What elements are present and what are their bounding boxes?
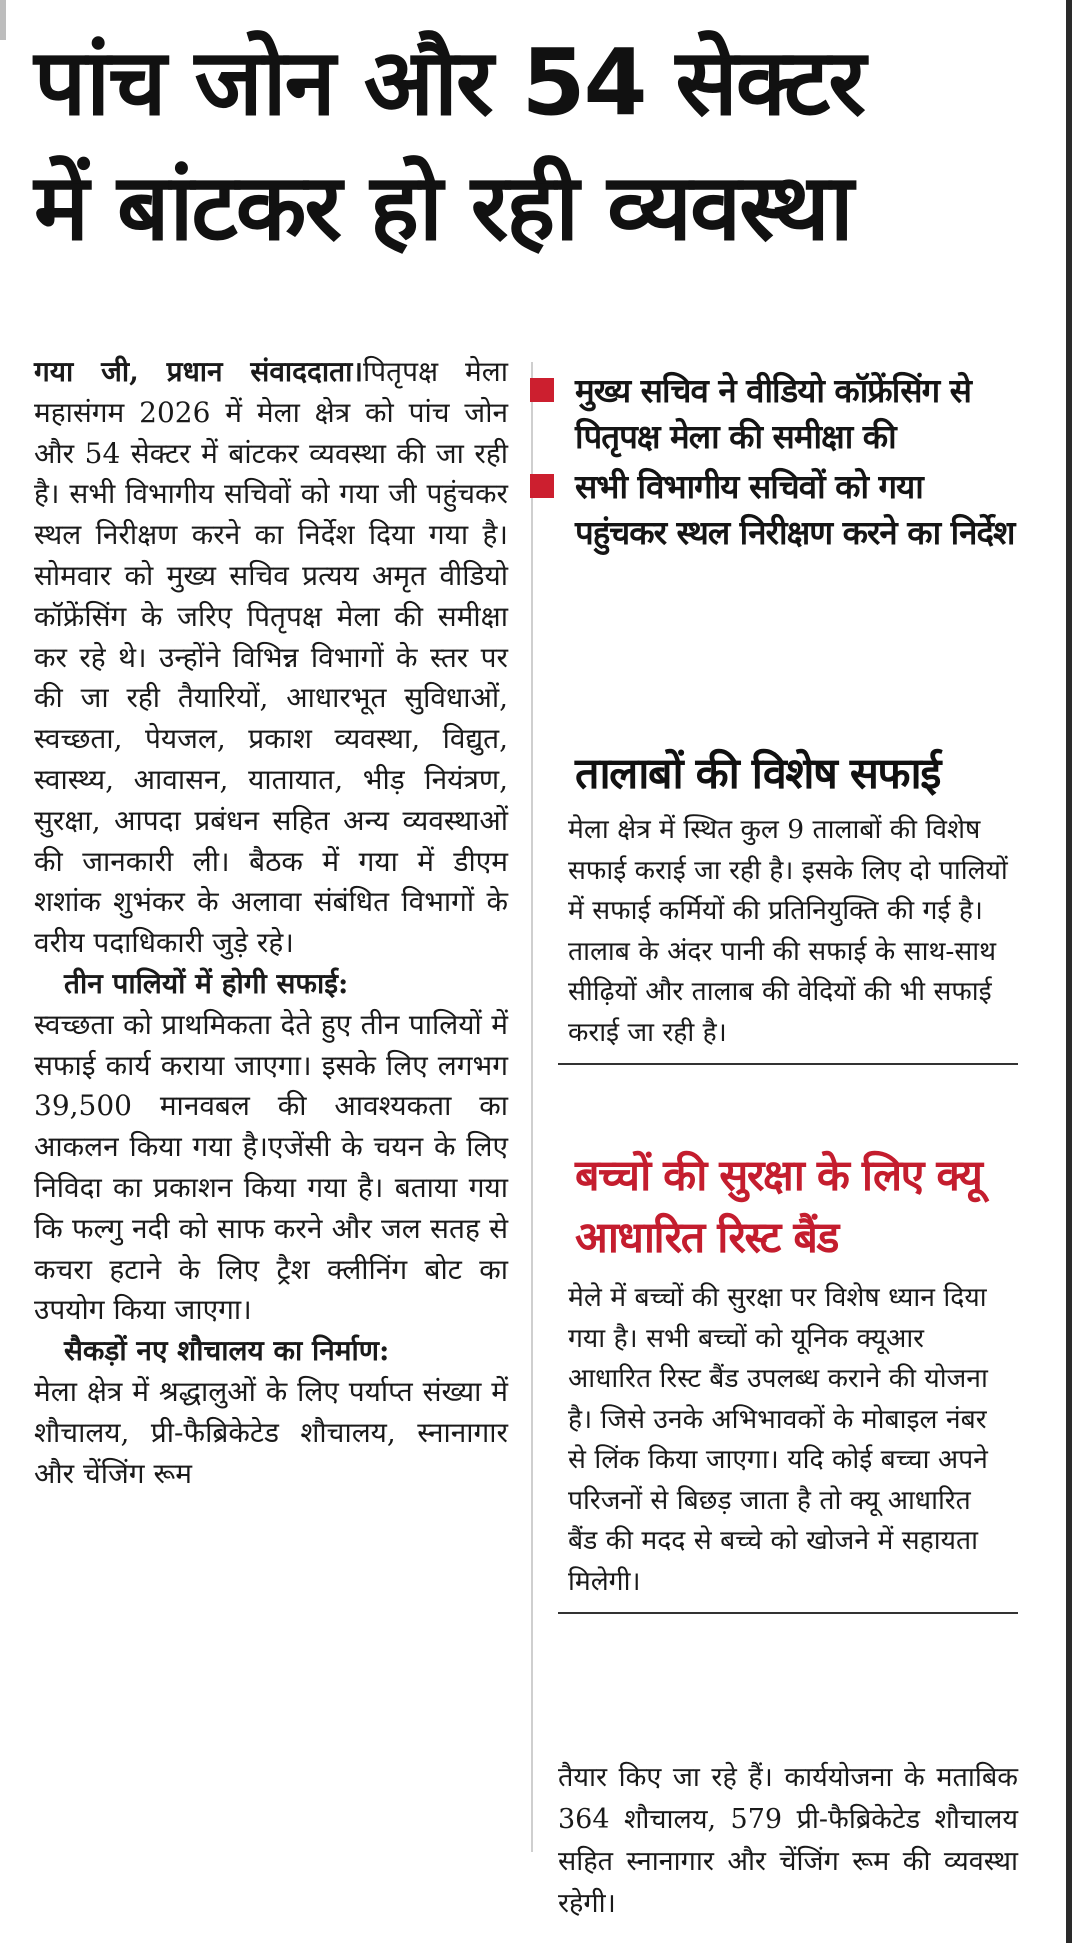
article-paragraph-3: मेला क्षेत्र में श्रद्धालुओं के लिए पर्याप्त संख्या में शौचालय, प्री-फैब्रिकेटेड शौचालय, स्नानागार और चेंजिंग रूम	[34, 1374, 508, 1490]
dateline: गया जी, प्रधान संवाददाता।	[34, 355, 363, 388]
subhead-cleaning: तीन पालियों में होगी सफाई:	[64, 966, 349, 1000]
continuation-text: तैयार किए जा रहे हैं। कार्ययोजना के मताबिक 364 शौचालय, 579 प्री-फैब्रिकेटेड शौचालय सहित स्नानागार और चेंजिंग रूम की व्यवस्था रहेगी।	[558, 1762, 1018, 1919]
tanks-body: मेला क्षेत्र में स्थित कुल 9 तालाबों की विशेष सफाई कराई जा रही है। इसके लिए दो पालियों में सफाई कर्मियों की प्रतिनियुक्ति की गई है। तालाब के अंदर पानी की सफाई के साथ-साथ सीढ़ियों और तालाब की वेदियों की भी सफाई कराई जा रही है।	[568, 814, 1008, 1048]
article-intro	[34, 352, 508, 964]
right-column-continuation	[558, 1757, 1018, 1925]
tanks-section-title: तालाबों की विशेष सफाई	[575, 749, 940, 799]
subhead-toilets: सैकड़ों नए शौचालय का निर्माण:	[64, 1334, 390, 1368]
highlights-box	[575, 368, 1015, 560]
kids-body: मेले में बच्चों की सुरक्षा पर विशेष ध्यान दिया गया है। सभी बच्चों को यूनिक क्यूआर आधारित रिस्ट बैंड उपलब्ध कराने की योजना है। जिसे उनके अभिभावकों के मोबाइल नंबर से लिंक किया जाएगा। यदि कोई बच्चा अपने परिजनों से बिछड़ जाता है तो क्यू आधारित बैंड की मदद से बच्चे को खोजने में सहायता मिलेगी।	[568, 1282, 988, 1597]
page-edge-left	[0, 0, 6, 40]
page-edge-right	[1066, 0, 1072, 1943]
left-column	[34, 352, 508, 1494]
kids-box	[558, 1278, 1018, 1614]
headline-line-2: में बांटकर हो रही व्यवस्था	[34, 154, 852, 261]
highlight-text: सभी विभागीय सचिवों को गया पहुंचकर स्थल निरीक्षण करने का निर्देश	[575, 467, 1015, 552]
article-paragraph-1: पितृपक्ष मेला महासंगम 2026 में मेला क्षेत्र को पांच जोन और 54 सेक्टर में बांटकर व्यवस्था की जा रही है। सभी विभागीय सचिवों को गया जी पहुंचकर स्थल निरीक्षण करने का निर्देश दिया गया है। सोमवार को मुख्य सचिव प्रत्यय अमृत वीडियो कॉफ्रेंसिंग के जरिए पितृपक्ष मेला की समीक्षा कर रहे थे। उन्होंने विभिन्न विभागों के स्तर पर की जा रही तैयारियों, आधारभूत सुविधाओं, स्वच्छता, पेयजल, प्रकाश व्यवस्था, विद्युत, स्वास्थ्य, आवासन, यातायात, भीड़ नियंत्रण, सुरक्षा, आपदा प्रबंधन सहित अन्य व्यवस्थाओं की जानकारी ली। बैठक में गया में डीएम शशांक शुभंकर के अलावा संबंधित विभागों के वरीय पदाधिकारी जुड़े रहे।	[34, 355, 509, 960]
headline	[34, 20, 1014, 270]
square-bullet-icon	[530, 378, 554, 402]
square-bullet-icon	[530, 474, 554, 498]
headline-line-1: पांच जोन और 54 सेक्टर	[34, 29, 864, 136]
article-paragraph-2: स्वच्छता को प्राथमिकता देते हुए तीन पालियों में सफाई कार्य कराया जाएगा। इसके लिए लगभग 39,500 मानवबल की आवश्यकता का आकलन किया गया है।एजेंसी के चयन के लिए निविदा का प्रकाशन किया गया है। बताया गया कि फल्गु नदी को साफ करने और जल सतह से कचरा हटाने के लिए ट्रैश क्लीनिंग बोट का उपयोग किया जाएगा।	[34, 1007, 508, 1327]
tanks-box	[558, 810, 1018, 1065]
highlight-item	[575, 464, 1015, 556]
kids-section-title: बच्चों की सुरक्षा के लिए क्यू आधारित रिस्ट बैंड	[575, 1151, 982, 1263]
highlight-text: मुख्य सचिव ने वीडियो कॉफ्रेंसिंग से पितृपक्ष मेला की समीक्षा की	[575, 371, 971, 456]
highlight-item	[575, 368, 1015, 460]
column-divider	[531, 362, 533, 1852]
